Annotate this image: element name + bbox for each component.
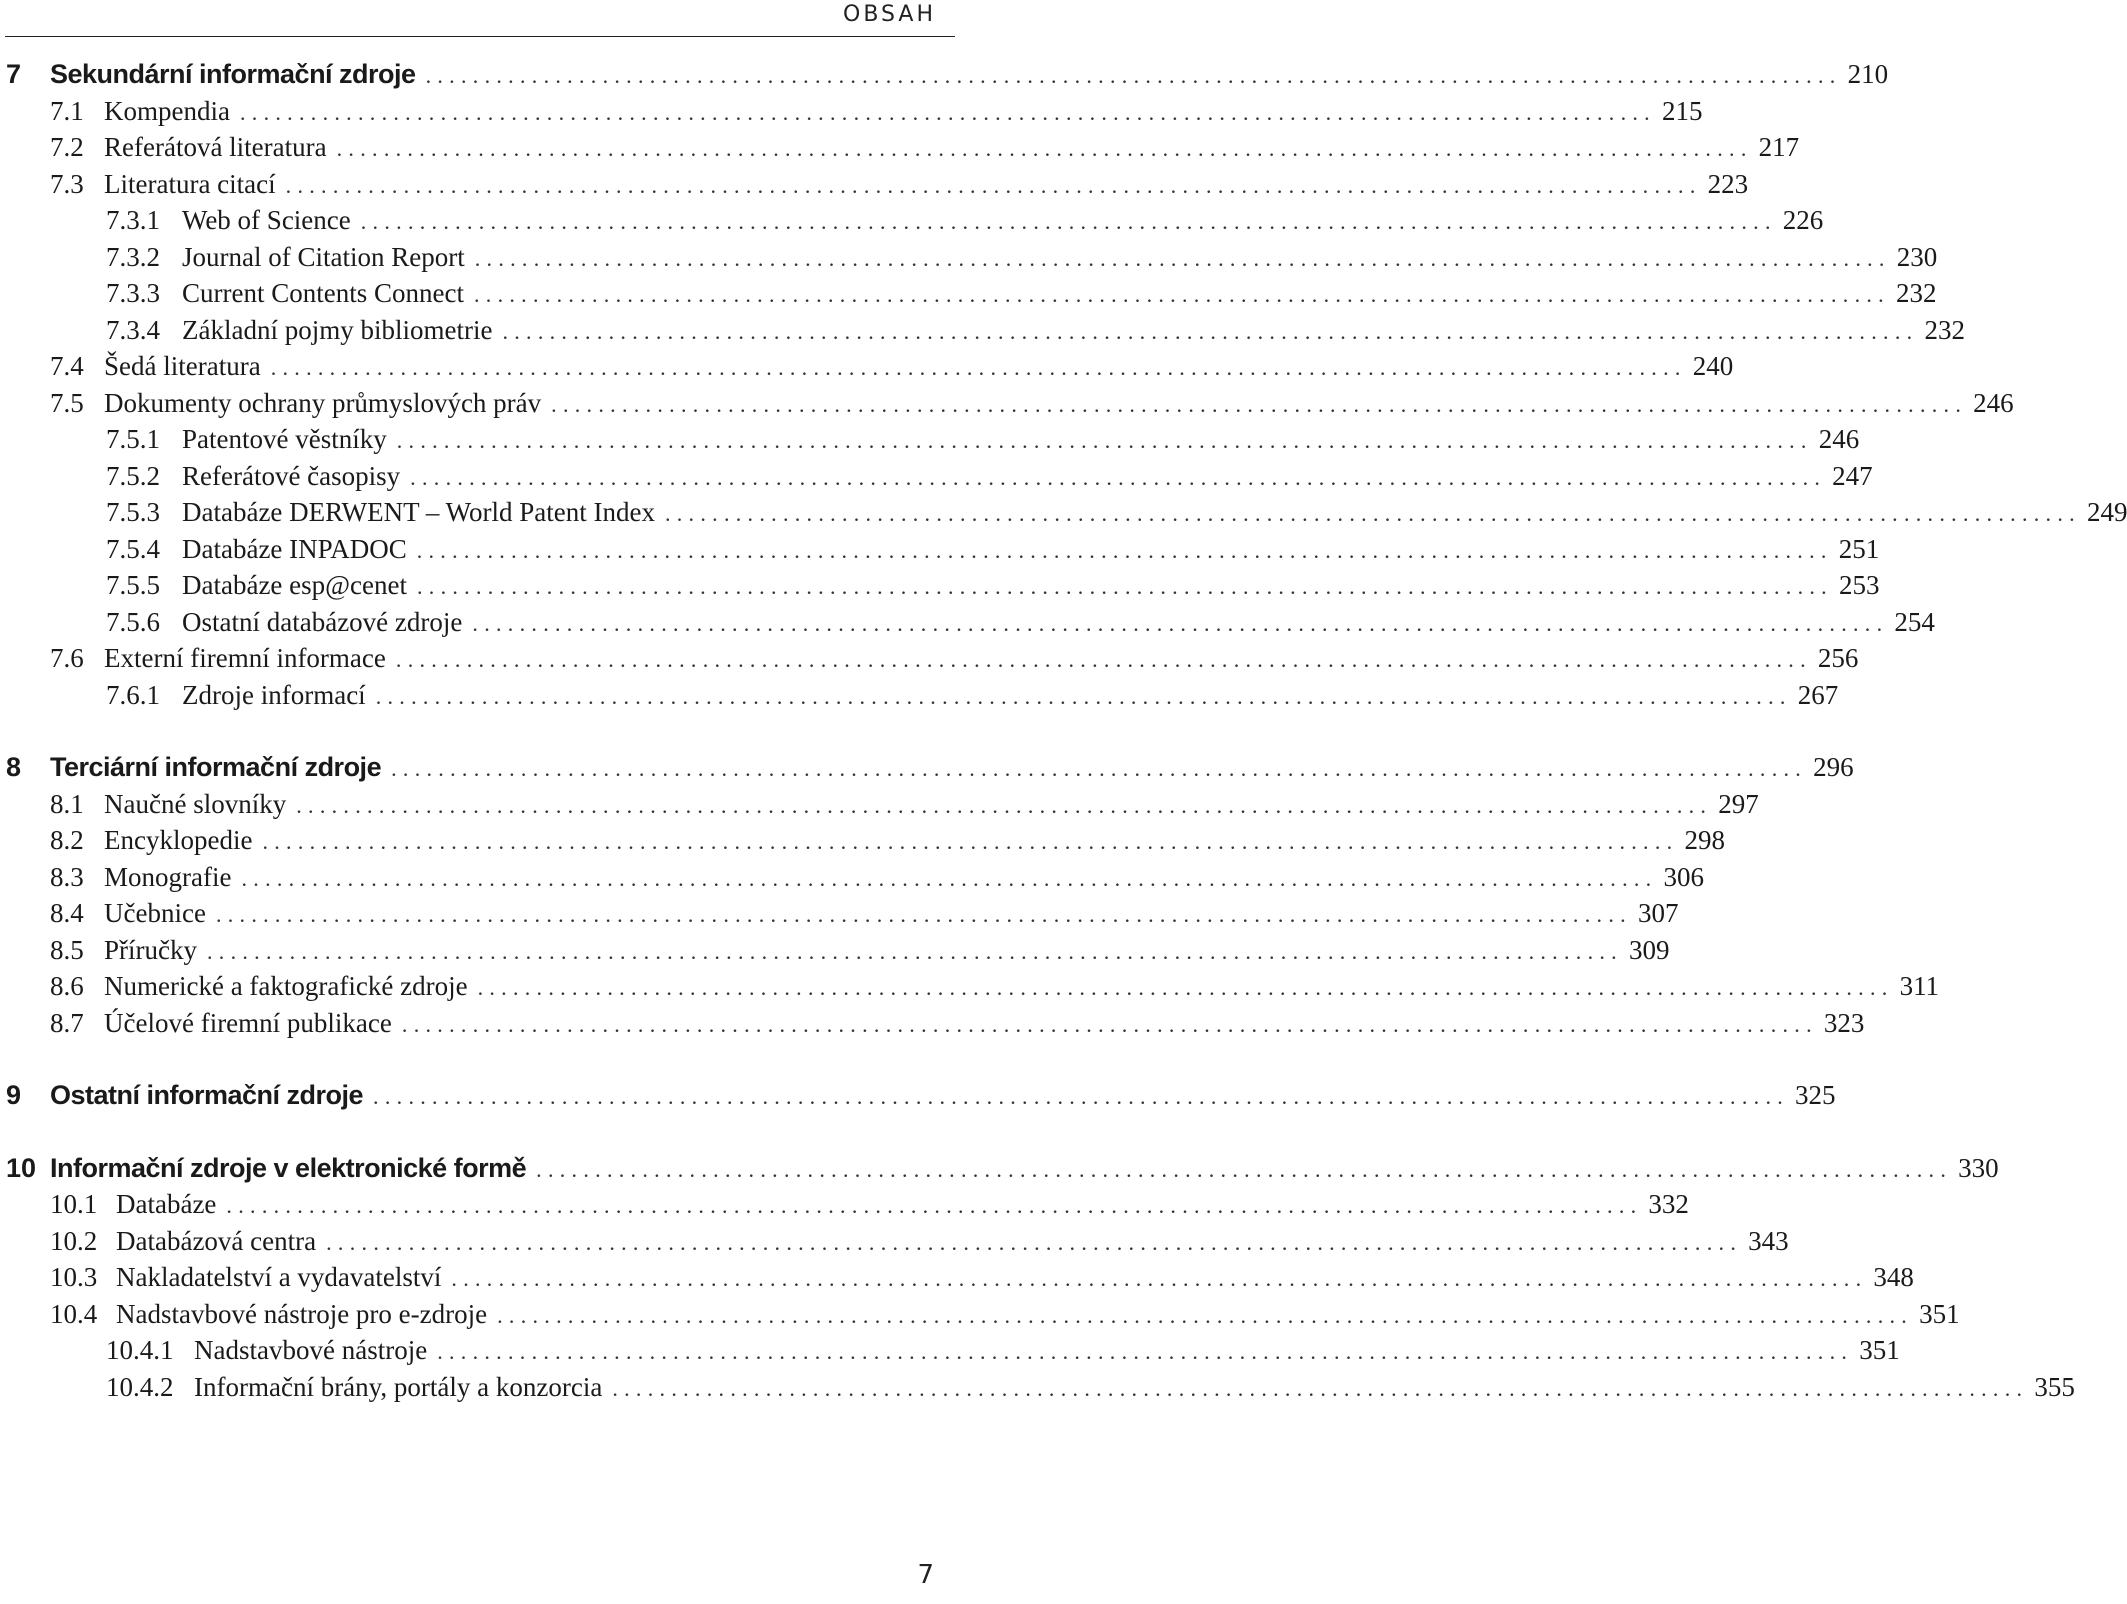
dot-leader: ........................................................................................................................ bbox=[391, 756, 1808, 781]
dot-leader: ........................................................................................................................ bbox=[551, 391, 1968, 417]
toc-entry-page: 223 bbox=[1707, 168, 1749, 199]
toc-entry-title: Informační brány, portály a konzorcia bbox=[194, 1371, 603, 1402]
toc-entry-number: 7.5.1 bbox=[106, 424, 160, 454]
dot-leader: ........................................................................................................................ bbox=[473, 282, 1890, 307]
dot-leader: ........................................................................................................................ bbox=[425, 63, 1842, 88]
toc-subsection-entry[interactable] bbox=[106, 205, 1824, 242]
toc-subsection-entry[interactable] bbox=[106, 1371, 2075, 1409]
toc-entry-page: 232 bbox=[1895, 278, 1937, 308]
toc-entry-title: Databázová centra bbox=[116, 1225, 317, 1256]
dot-leader: ........................................................................................................................ bbox=[239, 99, 1656, 125]
dot-leader: ........................................................................................................................ bbox=[206, 938, 1623, 964]
dot-leader: ........................................................................................................................ bbox=[612, 1375, 2029, 1401]
toc-entry-number: 10.3 bbox=[50, 1262, 98, 1292]
toc-section-entry[interactable] bbox=[50, 1262, 1914, 1299]
page-number: 7 bbox=[917, 1560, 934, 1590]
toc-subsection-entry[interactable] bbox=[106, 1335, 1900, 1372]
toc-section-entry[interactable] bbox=[50, 934, 1670, 972]
toc-entry-number: 7.5.4 bbox=[106, 533, 160, 564]
dot-leader: ........................................................................................................................ bbox=[395, 647, 1812, 672]
toc-entry-title: Nadstavbové nástroje bbox=[194, 1335, 428, 1365]
toc-entry-number: 8.3 bbox=[50, 861, 84, 892]
toc-entry-title: Databáze DERWENT – World Patent Index bbox=[182, 497, 655, 527]
toc-section-entry[interactable] bbox=[50, 132, 1800, 169]
toc-entry-page: 240 bbox=[1692, 351, 1734, 381]
toc-entry-number: 8 bbox=[6, 752, 22, 782]
toc-chapter-entry[interactable] bbox=[6, 1080, 1836, 1117]
toc-entry-number: 7 bbox=[6, 59, 22, 89]
toc-section-entry[interactable] bbox=[50, 1007, 1865, 1045]
toc-entry-number: 10.4.1 bbox=[106, 1335, 174, 1365]
toc-chapter-entry[interactable] bbox=[6, 59, 1889, 96]
dot-leader: ........................................................................................................................ bbox=[375, 683, 1792, 709]
toc-entry-number: 7.4 bbox=[50, 351, 84, 381]
toc-entry-page: 215 bbox=[1661, 95, 1703, 126]
toc-entry-page: 246 bbox=[1818, 424, 1860, 454]
dot-leader: ........................................................................................................................ bbox=[326, 1229, 1743, 1255]
toc-entry-title: Numerické a faktografické zdroje bbox=[104, 971, 468, 1001]
toc-entry-page: 306 bbox=[1663, 861, 1704, 892]
toc-entry-title: Patentové věstníky bbox=[182, 424, 387, 454]
toc-entry-page: 230 bbox=[1896, 241, 1938, 272]
dot-leader: ........................................................................................................................ bbox=[437, 1339, 1854, 1364]
toc-entry-title: Zdroje informací bbox=[182, 679, 366, 710]
toc-entry-page: 343 bbox=[1748, 1225, 1789, 1256]
dot-leader: ........................................................................................................................ bbox=[664, 501, 2081, 526]
toc-entry-page: 348 bbox=[1873, 1262, 1914, 1292]
toc-entry-page: 307 bbox=[1637, 898, 1679, 928]
toc-section-entry[interactable] bbox=[50, 387, 2014, 425]
toc-entry-number: 8.7 bbox=[50, 1007, 84, 1038]
toc-entry-title: Účelové firemní publikace bbox=[104, 1007, 392, 1038]
toc-entry-number: 7.3.4 bbox=[106, 314, 160, 345]
dot-leader: ........................................................................................................................ bbox=[536, 1156, 1953, 1182]
toc-entry-title: Web of Science bbox=[182, 205, 351, 235]
toc-section-entry[interactable] bbox=[50, 1225, 1789, 1263]
toc-section-entry[interactable] bbox=[50, 971, 1940, 1008]
toc-entry-title: Terciární informační zdroje bbox=[50, 752, 382, 782]
toc-entry-page: 298 bbox=[1684, 825, 1725, 855]
toc-section-entry[interactable] bbox=[50, 168, 1749, 206]
toc-subsection-entry[interactable] bbox=[106, 679, 1839, 717]
toc-entry-page: 332 bbox=[1648, 1189, 1689, 1219]
toc-entry-page: 351 bbox=[1859, 1335, 1900, 1365]
toc-entry-number: 10.4.2 bbox=[106, 1371, 174, 1402]
toc-subsection-entry[interactable] bbox=[106, 314, 1965, 352]
toc-entry-number: 10.2 bbox=[50, 1225, 98, 1256]
toc-entry-number: 8.5 bbox=[50, 934, 84, 965]
dot-leader: ........................................................................................................................ bbox=[373, 1084, 1790, 1109]
toc-entry-number: 7.5.5 bbox=[106, 570, 160, 600]
toc-entry-title: Current Contents Connect bbox=[182, 278, 464, 308]
toc-entry-title: Databáze bbox=[116, 1189, 217, 1219]
toc-section-entry[interactable] bbox=[50, 1189, 1689, 1226]
toc-entry-page: 251 bbox=[1838, 533, 1880, 564]
toc-entry-number: 10 bbox=[6, 1152, 37, 1183]
toc-entry-number: 7.3.3 bbox=[106, 278, 160, 308]
toc-entry-title: Nakladatelství a vydavatelství bbox=[116, 1262, 442, 1292]
toc-entry-number: 10.4 bbox=[50, 1298, 98, 1329]
toc-entry-page: 267 bbox=[1797, 679, 1839, 710]
toc-entry-title: Základní pojmy bibliometrie bbox=[182, 314, 493, 345]
toc-chapter-entry[interactable] bbox=[6, 752, 1854, 789]
toc-section-entry[interactable] bbox=[50, 861, 1704, 899]
toc-chapter-entry[interactable] bbox=[6, 1152, 1999, 1190]
toc-entry-title: Literatura citací bbox=[104, 168, 276, 199]
dot-leader: ........................................................................................................................ bbox=[416, 574, 1833, 599]
toc-section-entry[interactable] bbox=[50, 788, 1759, 826]
toc-entry-title: Nadstavbové nástroje pro e-zdroje bbox=[116, 1298, 488, 1329]
toc-entry-title: Referátová literatura bbox=[104, 132, 327, 162]
toc-entry-title: Příručky bbox=[104, 934, 197, 965]
toc-entry-title: Ostatní informační zdroje bbox=[50, 1080, 364, 1110]
toc-entry-number: 8.4 bbox=[50, 898, 84, 928]
dot-leader: ........................................................................................................................ bbox=[262, 829, 1679, 854]
toc-entry-number: 7.5.2 bbox=[106, 460, 160, 491]
toc-section-entry[interactable] bbox=[50, 643, 1859, 680]
toc-entry-page: 249 bbox=[2086, 497, 2127, 527]
toc-entry-page: 210 bbox=[1847, 59, 1889, 89]
toc-entry-number: 7.3.1 bbox=[106, 205, 160, 235]
toc-section-entry[interactable] bbox=[50, 351, 1734, 388]
dot-leader: ........................................................................................................................ bbox=[451, 1266, 1868, 1291]
toc-entry-page: 253 bbox=[1838, 570, 1880, 600]
toc-entry-title: Journal of Citation Report bbox=[182, 241, 465, 272]
toc-entry-title: Sekundární informační zdroje bbox=[50, 59, 416, 89]
dot-leader: ........................................................................................................................ bbox=[360, 209, 1777, 234]
toc-section-entry[interactable] bbox=[50, 95, 1703, 133]
toc-subsection-entry[interactable] bbox=[106, 278, 1937, 315]
toc-entry-number: 8.6 bbox=[50, 971, 84, 1001]
toc-entry-page: 297 bbox=[1718, 788, 1759, 819]
toc-subsection-entry[interactable] bbox=[106, 570, 1880, 607]
toc-entry-page: 217 bbox=[1758, 132, 1800, 162]
toc-entry-title: Informační zdroje v elektronické formě bbox=[50, 1152, 527, 1183]
toc-entry-title: Šedá literatura bbox=[104, 351, 261, 381]
toc-entry-title: Externí firemní informace bbox=[104, 643, 386, 673]
dot-leader: ........................................................................................................................ bbox=[296, 792, 1713, 818]
dot-leader: ........................................................................................................................ bbox=[226, 1193, 1643, 1218]
toc-entry-title: Databáze esp@cenet bbox=[182, 570, 407, 600]
dot-leader: ........................................................................................................................ bbox=[410, 464, 1827, 490]
toc-entry-title: Kompendia bbox=[104, 95, 230, 126]
toc-entry-title: Databáze INPADOC bbox=[182, 533, 407, 564]
toc-section-entry[interactable] bbox=[50, 825, 1725, 862]
toc-entry-number: 7.5.3 bbox=[106, 497, 160, 527]
dot-leader: ........................................................................................................................ bbox=[502, 318, 1919, 344]
dot-leader: ........................................................................................................................ bbox=[396, 428, 1813, 453]
dot-leader: ........................................................................................................................ bbox=[285, 172, 1702, 198]
running-header: OBSAH bbox=[843, 2, 936, 27]
header-rule bbox=[5, 36, 955, 37]
toc-entry-number: 7.2 bbox=[50, 132, 84, 162]
toc-subsection-entry[interactable] bbox=[106, 533, 1880, 571]
toc-entry-page: 256 bbox=[1817, 643, 1859, 673]
toc-entry-number: 7.1 bbox=[50, 95, 84, 126]
toc-entry-title: Ostatní databázové zdroje bbox=[182, 606, 463, 637]
toc-entry-page: 254 bbox=[1894, 606, 1935, 637]
toc-entry-page: 309 bbox=[1628, 934, 1670, 965]
dot-leader: ........................................................................................................................ bbox=[215, 902, 1632, 927]
toc-entry-title: Referátové časopisy bbox=[182, 460, 401, 491]
toc-entry-page: 351 bbox=[1919, 1298, 1960, 1329]
toc-entry-number: 7.6 bbox=[50, 643, 84, 673]
toc-entry-number: 7.3.2 bbox=[106, 241, 160, 272]
toc-subsection-entry[interactable] bbox=[106, 606, 1935, 644]
toc-entry-page: 355 bbox=[2034, 1371, 2075, 1402]
dot-leader: ........................................................................................................................ bbox=[497, 1302, 1914, 1328]
dot-leader: ........................................................................................................................ bbox=[472, 610, 1889, 636]
toc-entry-page: 226 bbox=[1782, 205, 1824, 235]
dot-leader: ........................................................................................................................ bbox=[270, 355, 1687, 380]
toc-entry-title: Dokumenty ochrany průmyslových práv bbox=[104, 387, 542, 418]
toc-entry-page: 296 bbox=[1813, 752, 1854, 782]
toc-entry-number: 7.3 bbox=[50, 168, 84, 199]
toc-section-entry[interactable] bbox=[50, 1298, 1960, 1336]
toc-entry-page: 247 bbox=[1832, 460, 1873, 491]
toc-entry-number: 8.1 bbox=[50, 788, 84, 819]
toc-entry-page: 232 bbox=[1924, 314, 1965, 345]
dot-leader: ........................................................................................................................ bbox=[474, 245, 1891, 271]
dot-leader: ........................................................................................................................ bbox=[401, 1011, 1818, 1037]
toc-subsection-entry[interactable] bbox=[106, 424, 1860, 461]
toc-entry-number: 7.6.1 bbox=[106, 679, 160, 710]
dot-leader: ........................................................................................................................ bbox=[241, 865, 1658, 891]
toc-entry-title: Encyklopedie bbox=[104, 825, 253, 855]
toc-entry-page: 246 bbox=[1973, 387, 2014, 418]
dot-leader: ........................................................................................................................ bbox=[336, 136, 1753, 161]
toc-entry-number: 9 bbox=[6, 1080, 22, 1110]
toc-entry-page: 323 bbox=[1823, 1007, 1865, 1038]
toc-entry-number: 10.1 bbox=[50, 1189, 98, 1219]
dot-leader: ........................................................................................................................ bbox=[416, 537, 1833, 563]
toc-entry-number: 8.2 bbox=[50, 825, 84, 855]
toc-entry-page: 311 bbox=[1899, 971, 1940, 1001]
toc-subsection-entry[interactable] bbox=[106, 497, 2127, 534]
toc-entry-number: 7.5 bbox=[50, 387, 84, 418]
toc-entry-page: 330 bbox=[1958, 1152, 1999, 1183]
toc-entry-title: Učebnice bbox=[104, 898, 206, 928]
toc-entry-page: 325 bbox=[1795, 1080, 1836, 1110]
toc-entry-title: Monografie bbox=[104, 861, 232, 892]
toc-subsection-entry[interactable] bbox=[106, 460, 1873, 498]
toc-entry-number: 7.5.6 bbox=[106, 606, 160, 637]
toc-section-entry[interactable] bbox=[50, 898, 1679, 935]
toc-subsection-entry[interactable] bbox=[106, 241, 1938, 279]
toc-entry-title: Naučné slovníky bbox=[104, 788, 287, 819]
dot-leader: ........................................................................................................................ bbox=[477, 975, 1894, 1000]
